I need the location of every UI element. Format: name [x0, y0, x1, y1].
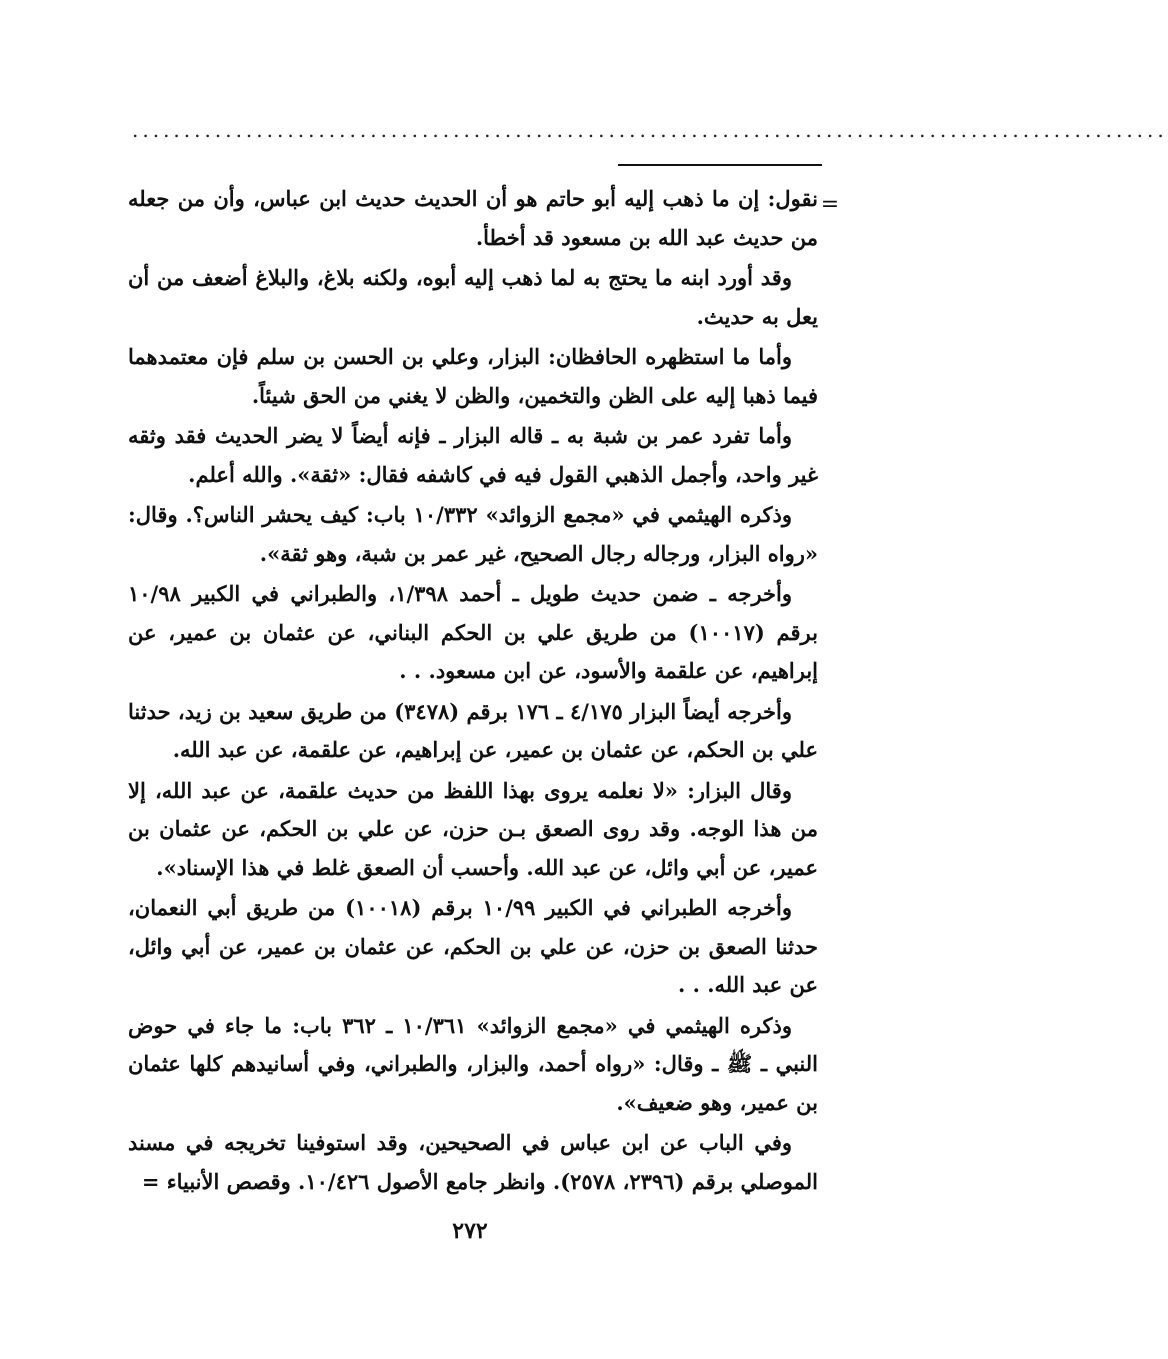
dotted-separator: .................................................................................................... — [132, 118, 1168, 142]
footnote-paragraph: وذكره الهيثمي في «مجمع الزوائد» ١٠/٣٣٢ باب: كيف يحشر الناس؟. وقال: «رواه البزار، ورجاله رجال الصحيح، غير عمر بن شبة، وهو ثقة». — [128, 502, 818, 566]
footnote-rule — [618, 164, 822, 166]
footnote-paragraph: وذكره الهيثمي في «مجمع الزوائد» ١٠/٣٦١ ـ ٣٦٢ باب: ما جاء في حوض النبي ـ ﷺ ـ وقال: «رواه أحمد، والبزار، والطبراني، وفي أسانيدهم كلها عثمان بن عمير، وهو ضعيف». — [128, 1012, 818, 1115]
footnote-paragraph: وقال البزار: «لا نعلمه يروى بهذا اللفظ من حديث علقمة، عن عبد الله، إلا من هذا الوجه. وقد روى الصعق بـن حزن، عن علي بن الحكم، عن عثمان بن عمير، عن أبي وائل، عن عبد الله. وأحسب أن الصعق غلط في هذا الإسناد». — [128, 777, 818, 880]
footnote-paragraph: وقد أورد ابنه ما يحتج به لما ذهب إليه أبوه، ولكنه بلاغ، والبلاغ أضعف من أن يعل به حديث. — [128, 265, 818, 329]
footnote-paragraph: وأخرجه ـ ضمن حديث طويل ـ أحمد ١/٣٩٨، والطبراني في الكبير ١٠/٩٨ برقم (١٠٠١٧) من طريق علي بن الحكم البناني، عن عثمان بن عمير، عن إبراهيم، عن علقمة والأسود، عن ابن مسعود. . . — [128, 581, 818, 683]
continuation-mark: = — [820, 192, 840, 217]
footnote-paragraph: نقول: إن ما ذهب إليه أبو حاتم هو أن الحديث حديث ابن عباس، وأن من جعله من حديث عبد الله بن مسعود قد أخطأ. — [128, 186, 818, 250]
footnote-paragraph: وفي الباب عن ابن عباس في الصحيحين، وقد استوفينا تخريجه في مسند الموصلي برقم (٢٣٩٦، ٢٥٧٨). وانظر جامع الأصول ١٠/٤٢٦. وقصص الأنبياء = — [128, 1130, 818, 1194]
footnote-paragraph: وأما ما استظهره الحافظان: البزار، وعلي بن الحسن بن سلم فإن معتمدهما فيما ذهبا إليه على الظن والتخمين، والظن لا يغني من الحق شيئاً. — [128, 344, 818, 408]
footnote-paragraph: وأما تفرد عمر بن شبة به ـ قاله البزار ـ فإنه أيضاً لا يضر الحديث فقد وثقه غير واحد، وأجمل الذهبي القول فيه في كاشفه فقال: «ثقة». والله أعلم. — [128, 423, 818, 487]
page-number: ٢٧٢ — [452, 1218, 488, 1244]
footnote-paragraph: وأخرجه أيضاً البزار ٤/١٧٥ ـ ١٧٦ برقم (٣٤٧٨) من طريق سعيد بن زيد، حدثنا علي بن الحكم، عن عثمان بن عمير، عن إبراهيم، عن علقمة، عن عبد الله. — [128, 698, 818, 762]
footnotes-block — [128, 180, 818, 1203]
footnote-paragraph: وأخرجه الطبراني في الكبير ١٠/٩٩ برقم (١٠٠١٨) من طريق أبي النعمان، حدثنا الصعق بن حزن، عن علي بن الحكم، عن عثمان بن عمير، عن أبي وائل، عن عبد الله. . . — [128, 895, 818, 997]
